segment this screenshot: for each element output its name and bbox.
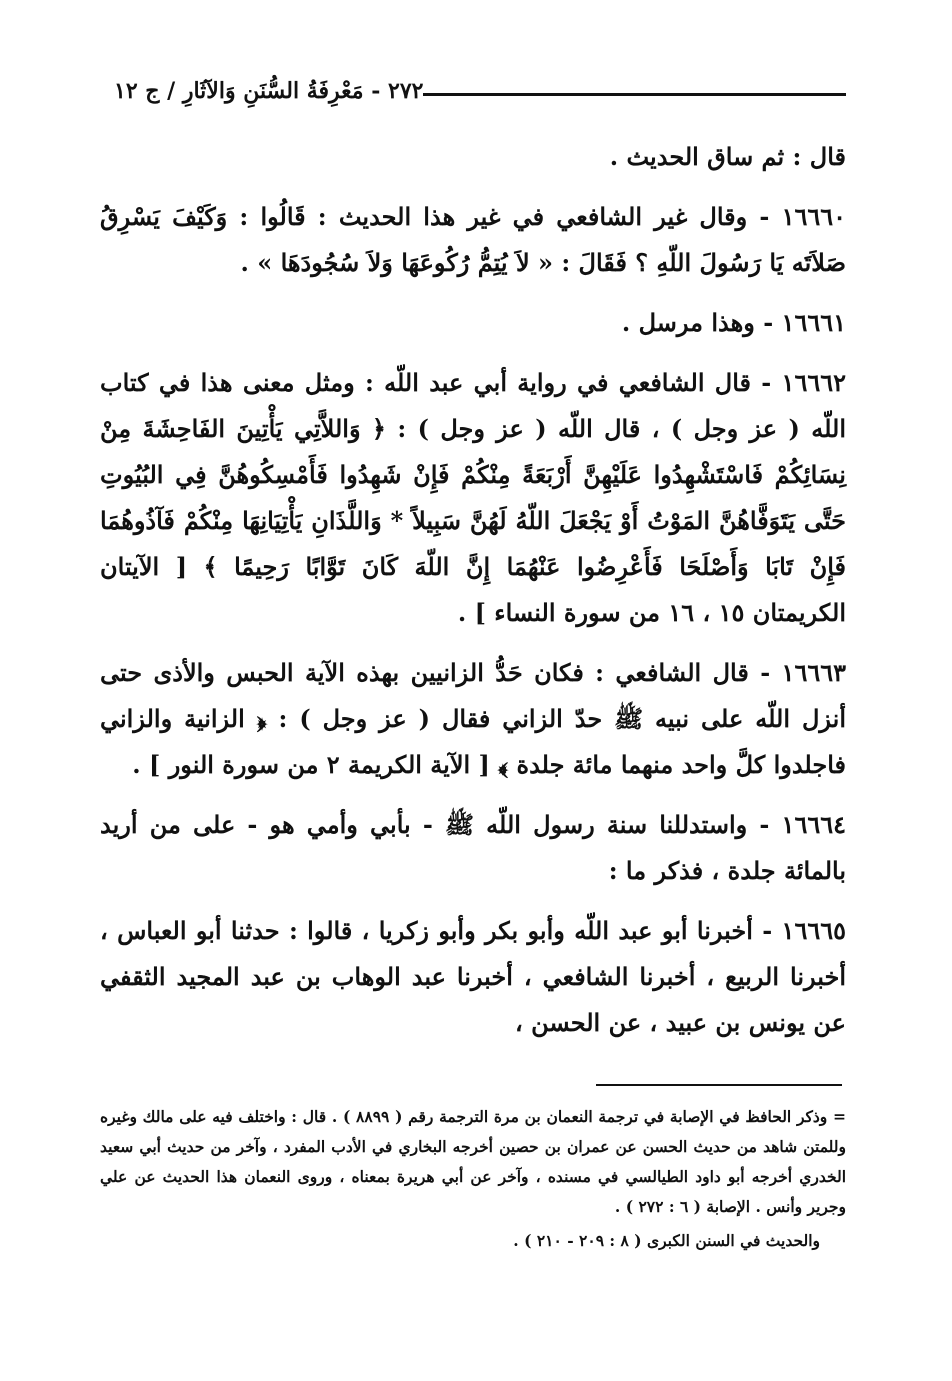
page-header-title: ٢٧٢ - مَعْرِفَةُ السُّنَنِ وَالآثَارِ / ج ١٢	[114, 78, 424, 104]
footnote-sunan-reference: والحديث في السنن الكبرى ( ٨ : ٢٠٩ - ٢١٠ ) .	[513, 1231, 820, 1250]
footnote-continuation: = وذكر الحافظ في الإصابة في ترجمة النعمان بن مرة الترجمة رقم ( ٨٨٩٩ ) . قال : واختلف فيه على مالك وغيره وللمتن شاهد من حديث الحسن عن عمران بن حصين أخرجه البخاري في الأدب المفرد ، وآخر من حديث أبي سعيد الخدري أخرجه أبو داود الطيالسي في مسنده ، وآخر عن أبي هريرة بمعناه ، وروى النعمان هذا الحديث عن علي وجرير وأنس . الإصابة ( ٦ : ٢٧٢ ) .	[100, 1107, 846, 1216]
footnotes	[100, 1102, 846, 1256]
paragraph-16663: ١٦٦٦٣ - قال الشافعي : فكان حَدُّ الزانيين بهذه الآية الحبس والأذى حتى أنزل اللّه على نبيه ﷺ حدّ الزاني فقال ( عز وجل ) : ﴿ الزانية والزاني فاجلدوا كلَّ واحد منهما مائة جلدة ﴾ [ الآية الكريمة ٢ من سورة النور ] .	[100, 658, 846, 779]
paragraph-16661: ١٦٦٦١ - وهذا مرسل .	[621, 308, 846, 337]
paragraph-16660: ١٦٦٦٠ - وقال غير الشافعي في غير هذا الحديث : قَالُوا : وَكَيْفَ يَسْرِقُ صَلاَتَه يَا رَسُولَ اللّهِ ؟ فَقَالَ : « لاَ يُتِمُّ رُكُوعَهَا وَلاَ سُجُودَهَا » .	[100, 202, 847, 277]
header-rule	[423, 93, 846, 96]
main-text	[100, 134, 846, 1060]
paragraph-16664: ١٦٦٦٤ - واستدللنا سنة رسول اللّه ﷺ - بأبي وأمي هو - على من أريد بالمائة جلدة ، فذكر ما :	[100, 810, 846, 885]
paragraph-16665: ١٦٦٦٥ - أخبرنا أبو عبد اللّه وأبو بكر وأبو زكريا ، قالوا : حدثنا أبو العباس ، أخبرنا الربيع ، أخبرنا الشافعي ، أخبرنا عبد الوهاب بن عبد المجيد الثقفي عن يونس بن عبيد ، عن الحسن ،	[100, 916, 846, 1037]
footnote-separator	[596, 1084, 842, 1086]
paragraph-16662: ١٦٦٦٢ - قال الشافعي في رواية أبي عبد اللّه : ومثل معنى هذا في كتاب اللّه ( عز وجل ) ، قال اللّه ( عز وجل ) : ﴿ وَاللاَّتِي يَأْتِينَ الفَاحِشَةَ مِنْ نِسَائِكُمْ فَاسْتَشْهِدُوا عَلَيْهِنَّ أَرْبَعَةً مِنْكُمْ فَإِنْ شَهِدُوا فَأَمْسِكُوهُنَّ فِي البُيُوتِ حَتَّى يَتَوَفَّاهُنَّ المَوْتُ أَوْ يَجْعَلَ اللّهُ لَهُنَّ سَبِيلاً * وَاللَّذَانِ يَأْتِيَانِهَا مِنْكُمْ فَآذُوهُمَا فَإِنْ تَابَا وَأَصْلَحَا فَأَعْرِضُوا عَنْهُمَا إِنَّ اللّهَ كَانَ تَوَّابًا رَحِيمًا ﴾ [ الآيتان الكريمتان ١٥ ، ١٦ من سورة النساء ] .	[100, 368, 846, 627]
running-header	[100, 78, 846, 104]
paragraph-intro: قال : ثم ساق الحديث .	[609, 142, 846, 171]
